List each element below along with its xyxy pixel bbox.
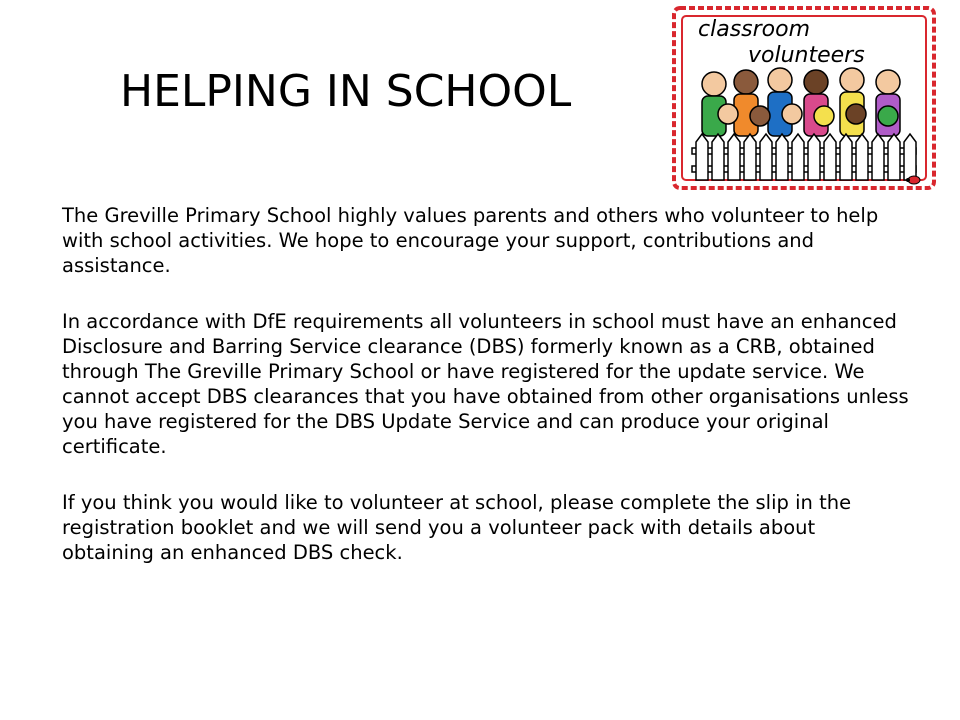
slide-body <box>62 203 912 565</box>
classroom-volunteers-clipart <box>668 2 940 194</box>
clipart-heading-line2: volunteers <box>748 43 865 68</box>
paragraph-how-to-volunteer: If you think you would like to volunteer at school, please complete the slip in the registration booklet and we will send you a volunteer pack with details about obtaining an enhanced DBS check. <box>62 491 852 564</box>
paragraph-intro: The Greville Primary School highly values parents and others who volunteer to help with school activities. We hope to encourage your support, contributions and assistance. <box>62 204 879 277</box>
paragraph-dbs-requirements: In accordance with DfE requirements all volunteers in school must have an enhanced Disclosure and Barring Service clearance (DBS) formerly known as a CRB, obtained through The Greville Primary School or have registered for the update service. We cannot accept DBS clearances that you have obtained from other organisations unless you have registered for the DBS Update Service and can produce your original certificate. <box>62 310 909 458</box>
clipart-heading-line1: classroom <box>698 17 811 42</box>
slide-title: HELPING IN SCHOOL <box>120 66 572 117</box>
